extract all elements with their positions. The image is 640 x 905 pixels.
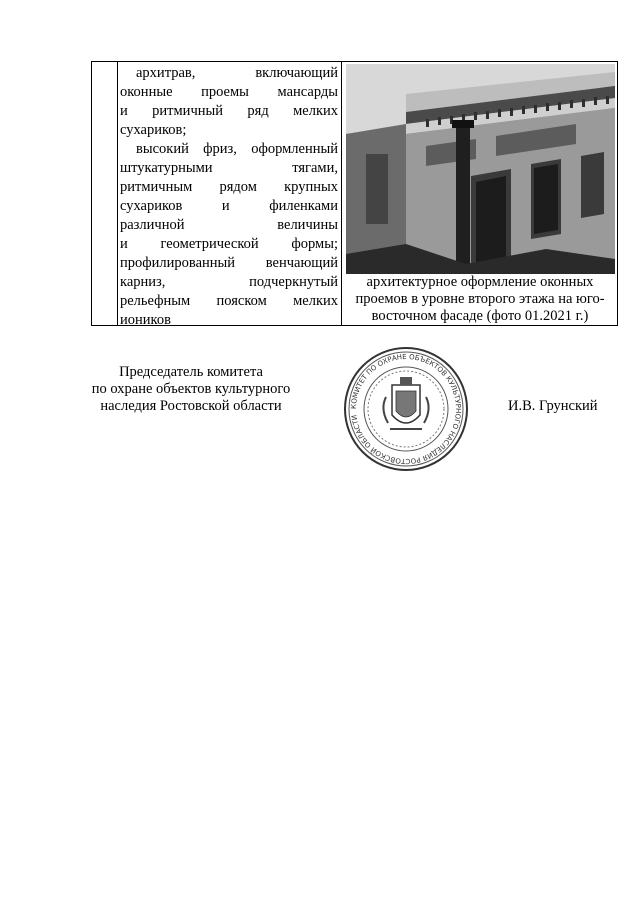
official-seal-image (342, 345, 470, 473)
signatory-title-line: по охране объектов культурного (91, 381, 291, 397)
table-left-border (91, 61, 92, 326)
description-line: сухариков; (120, 122, 187, 138)
facade-photo-image (346, 64, 615, 274)
description-line: штукатурными тягами, (120, 160, 338, 176)
description-line: профилированный венчающий (120, 255, 338, 271)
description-line: сухариков и филенками (120, 198, 338, 214)
facade-photo (346, 64, 615, 274)
signatory-name: И.В. Грунский (508, 398, 598, 414)
description-line: различной величины (120, 217, 338, 233)
element-description (120, 64, 338, 330)
table-column-divider-1 (117, 61, 118, 326)
table-top-border (91, 61, 618, 62)
signatory-title-line: Председатель комитета (119, 364, 263, 380)
official-seal (342, 345, 470, 473)
description-line: иоников (120, 312, 171, 328)
signatory-title-line: наследия Ростовской области (100, 398, 282, 414)
photo-caption: архитектурное оформление оконных проемов в уровне второго этажа на юго-восточном фасаде (фото 01.2021 г.) (355, 274, 605, 324)
description-line: карниз, подчеркнутый (120, 274, 338, 290)
description-line: и ритмичный ряд мелких (120, 103, 338, 119)
description-line: и геометрической формы; (120, 236, 338, 252)
description-line: высокий фриз, оформленный (136, 141, 338, 157)
signatory-title (60, 364, 322, 415)
description-line: оконные проемы мансарды (120, 84, 338, 100)
description-line: архитрав, включающий (136, 65, 338, 81)
description-line: рельефным пояском мелких (120, 293, 338, 309)
description-line: ритмичным рядом крупных (120, 179, 338, 195)
seal-ring-text: КОМИТЕТ ПО ОХРАНЕ ОБЪЕКТОВ КУЛЬТУРНОГО НАСЛЕДИЯ РОСТОВСКОЙ ОБЛАСТИ (349, 352, 463, 466)
